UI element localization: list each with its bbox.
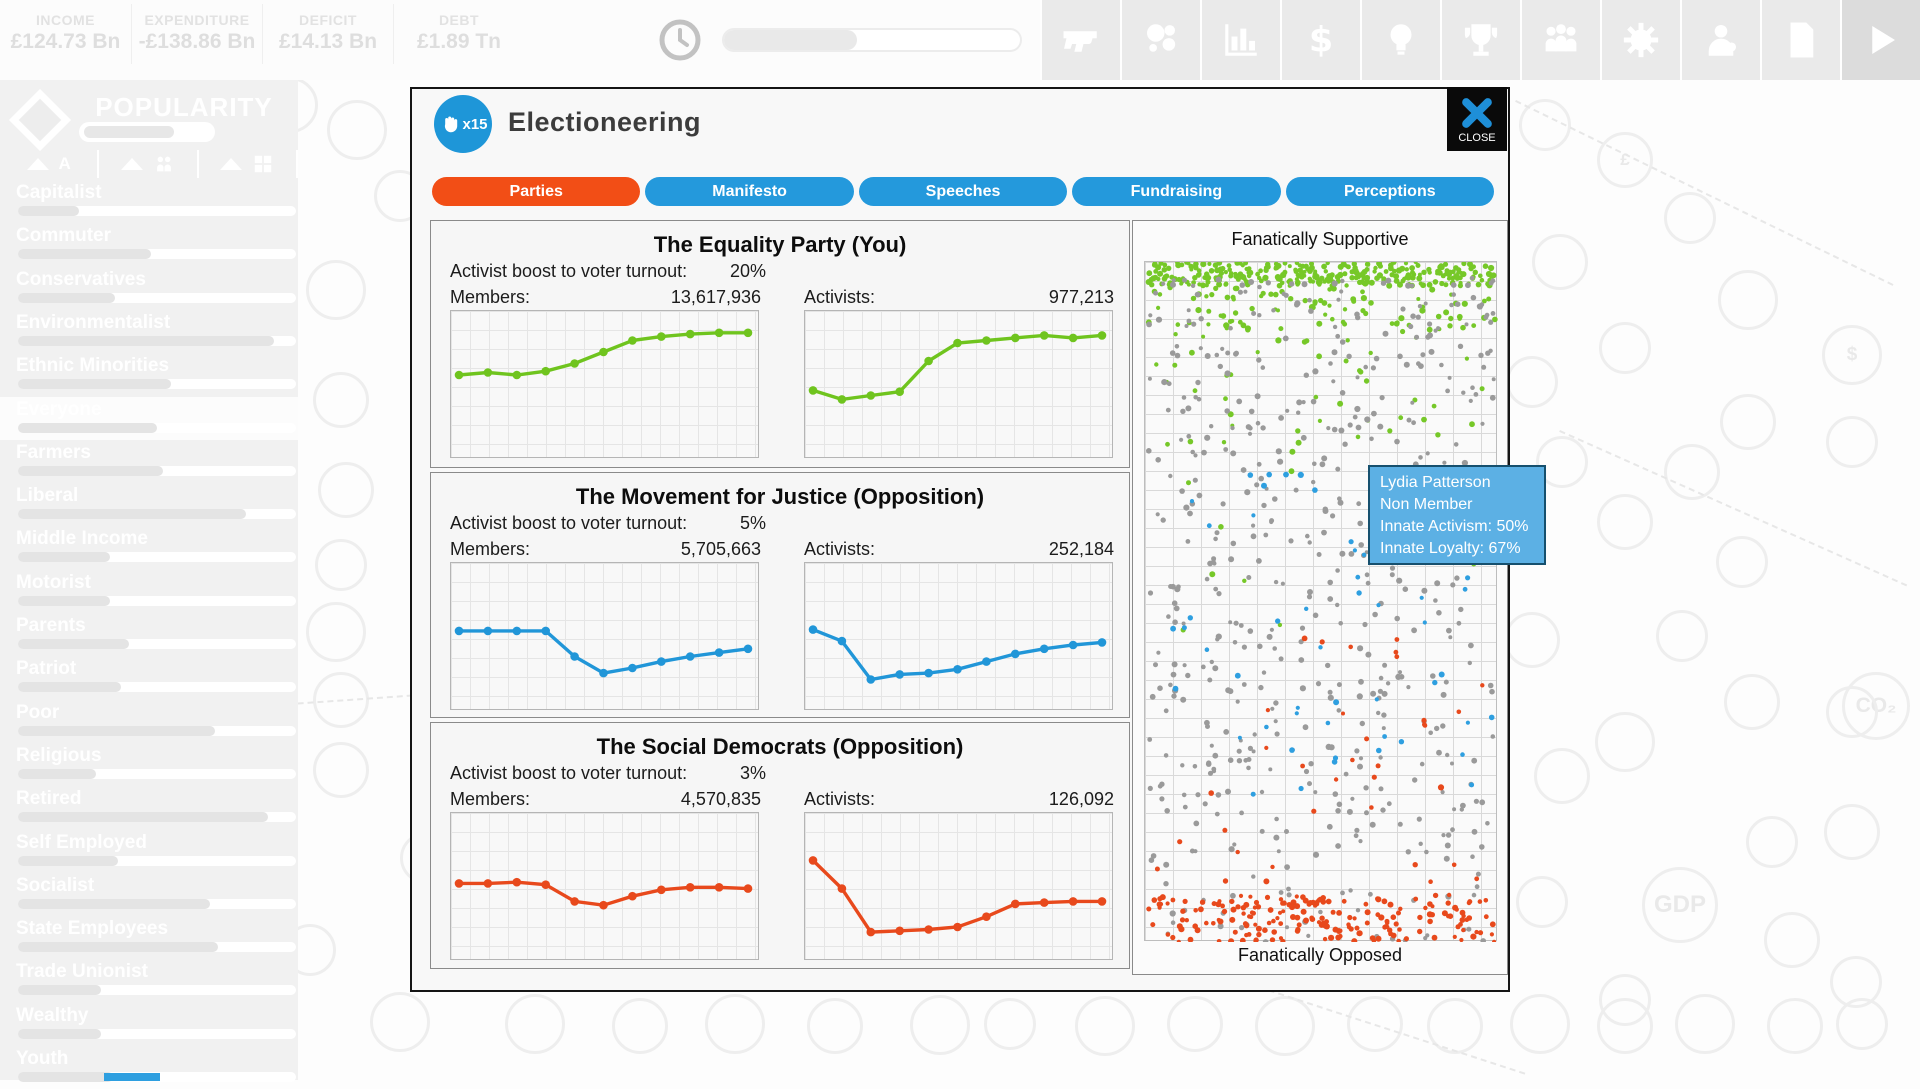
faint-policy-icon — [1716, 536, 1768, 588]
popularity-track — [18, 942, 296, 952]
voter-group-youth[interactable]: Youth — [0, 1046, 298, 1089]
tooltip-line: Non Member — [1380, 494, 1534, 516]
toolbar-bubbles-icon[interactable] — [1120, 0, 1200, 80]
sort-arrow-icon — [220, 158, 242, 170]
top-bar — [0, 0, 1920, 80]
person-badge-icon — [1700, 19, 1742, 61]
members-trend-chart — [450, 812, 759, 960]
popularity-fill — [18, 985, 101, 995]
voter-group-state-employees[interactable]: State Employees — [0, 916, 298, 959]
scatter-top-label: Fanatically Supportive — [1133, 229, 1507, 250]
fanaticism-scatter-panel — [1132, 220, 1508, 975]
popularity-track — [18, 293, 296, 303]
faint-policy-icon — [1506, 356, 1558, 408]
voter-group-middle-income[interactable]: Middle Income — [0, 526, 298, 569]
popularity-track — [18, 423, 296, 433]
badge-multiplier: x15 — [462, 116, 487, 133]
popularity-fill — [18, 596, 110, 606]
faint-policy-icon — [1826, 416, 1878, 468]
tooltip-line: Innate Loyalty: 67% — [1380, 538, 1534, 560]
voter-group-socialist[interactable]: Socialist — [0, 873, 298, 916]
gun-icon — [1060, 19, 1102, 61]
popularity-track — [18, 509, 296, 519]
members-value: 4,570,835 — [581, 789, 761, 810]
faint-policy-icon — [1720, 394, 1776, 450]
boost-label: Activist boost to voter turnout: — [450, 763, 687, 784]
sort-alpha-icon-button[interactable] — [0, 150, 99, 178]
faint-policy-icon — [1664, 444, 1720, 500]
sort-arrow-icon — [121, 158, 143, 170]
activists-label: Activists: — [804, 789, 875, 810]
close-icon — [1459, 95, 1495, 131]
voter-group-trade-unionist[interactable]: Trade Unionist — [0, 959, 298, 1002]
toolbar-dollar-icon[interactable] — [1280, 0, 1360, 80]
activists-trend-chart — [804, 562, 1113, 710]
sort-grid-icon-button[interactable] — [199, 150, 298, 178]
scatter-bottom-label: Fanatically Opposed — [1133, 945, 1507, 966]
popularity-fill — [18, 336, 274, 346]
boost-value: 20% — [611, 261, 766, 282]
popularity-fill — [18, 293, 115, 303]
voter-group-motorist[interactable]: Motorist — [0, 570, 298, 613]
sidebar-sort-bar — [0, 150, 298, 178]
tab-speeches[interactable]: Speeches — [859, 177, 1067, 206]
fist-icon — [438, 112, 462, 136]
popularity-fill — [18, 726, 215, 736]
faint-policy-icon: £ — [1597, 132, 1653, 188]
voter-group-commuter[interactable]: Commuter — [0, 223, 298, 266]
party-name: The Equality Party (You) — [431, 232, 1129, 258]
voter-group-conservatives[interactable]: Conservatives — [0, 267, 298, 310]
popularity-track — [18, 812, 296, 822]
faint-policy-icon — [505, 994, 565, 1054]
popularity-track — [18, 985, 296, 995]
toolbar-lightbulb-icon[interactable] — [1360, 0, 1440, 80]
stat-debt: DEBT £1.89 Tn — [393, 4, 524, 64]
lightbulb-icon — [1380, 19, 1422, 61]
faint-policy-icon — [1516, 876, 1568, 928]
popularity-track — [18, 726, 296, 736]
fiscal-stats-row — [0, 4, 524, 64]
faint-policy-icon: $ — [1822, 325, 1882, 385]
boost-value: 5% — [611, 513, 766, 534]
faint-policy-icon — [1504, 612, 1560, 668]
faint-policy-icon — [327, 100, 387, 160]
faint-policy-icon — [1255, 996, 1315, 1056]
popularity-summary-bar — [79, 122, 215, 142]
voter-group-parents[interactable]: Parents — [0, 613, 298, 656]
voter-group-liberal[interactable]: Liberal — [0, 483, 298, 526]
popularity-fill — [18, 1029, 101, 1039]
rosette-icon — [9, 89, 71, 151]
sort-people-icon — [153, 153, 175, 175]
popularity-track — [18, 379, 296, 389]
document-icon — [1780, 19, 1822, 61]
popularity-track — [18, 1029, 296, 1039]
party-panel-1 — [430, 472, 1130, 718]
turn-progress-fill — [724, 30, 857, 50]
faint-policy-icon — [1718, 270, 1778, 330]
faint-policy-icon — [306, 260, 366, 320]
popularity-fill — [18, 769, 96, 779]
popularity-track — [18, 856, 296, 866]
faint-policy-icon — [612, 998, 668, 1054]
bubbles-icon — [1140, 19, 1182, 61]
faint-policy-icon — [1764, 912, 1820, 968]
voter-group-poor[interactable]: Poor — [0, 700, 298, 743]
tab-row — [432, 177, 1494, 206]
popularity-track — [18, 552, 296, 562]
boost-value: 3% — [611, 763, 766, 784]
popularity-fill — [18, 899, 210, 909]
popularity-fill — [18, 942, 218, 952]
popularity-track — [18, 639, 296, 649]
faint-policy-icon — [1534, 748, 1590, 804]
tab-fundraising[interactable]: Fundraising — [1072, 177, 1280, 206]
close-button[interactable] — [1447, 87, 1507, 151]
faint-policy-icon — [910, 995, 970, 1055]
faint-policy-icon — [370, 992, 430, 1052]
party-panel-2 — [430, 722, 1130, 969]
voter-group-everyone[interactable]: Everyone — [0, 397, 298, 440]
popularity-title: POPULARITY — [88, 92, 280, 123]
popularity-fill — [18, 423, 157, 433]
popularity-track — [18, 682, 296, 692]
faint-policy-icon — [1656, 610, 1708, 662]
play-icon — [1860, 19, 1902, 61]
faint-policy-icon — [1597, 494, 1653, 550]
popularity-track — [18, 466, 296, 476]
popularity-track — [18, 596, 296, 606]
bar-chart-icon — [1220, 19, 1262, 61]
voter-group-ethnic-minorities[interactable]: Ethnic Minorities — [0, 353, 298, 396]
toolbar-gun-icon[interactable] — [1040, 0, 1120, 80]
voter-group-retired[interactable]: Retired — [0, 786, 298, 829]
boost-label: Activist boost to voter turnout: — [450, 513, 687, 534]
stat-expenditure: EXPENDITURE -£138.86 Bn — [131, 4, 262, 64]
faint-policy-icon — [313, 742, 369, 798]
faint-policy-icon — [1510, 994, 1570, 1054]
faint-policy-icon — [1075, 996, 1135, 1056]
faint-policy-icon — [315, 539, 367, 591]
faint-policy-icon — [705, 994, 765, 1054]
faint-policy-icon — [1664, 192, 1716, 244]
popularity-track — [18, 336, 296, 346]
voter-group-religious[interactable]: Religious — [0, 743, 298, 786]
faint-policy-icon — [807, 998, 863, 1054]
popularity-fill — [18, 1072, 113, 1082]
members-value: 5,705,663 — [581, 539, 761, 560]
popularity-sidebar — [0, 80, 298, 1080]
clock-icon[interactable] — [658, 18, 702, 62]
activists-value: 252,184 — [929, 539, 1114, 560]
trophy-icon — [1460, 19, 1502, 61]
faint-policy-icon — [313, 372, 369, 428]
popularity-track — [18, 206, 296, 216]
stat-deficit: DEFICIT £14.13 Bn — [262, 4, 393, 64]
faint-policy-icon — [1599, 974, 1651, 1026]
activists-trend-chart — [804, 310, 1113, 458]
faint-policy-icon — [984, 998, 1036, 1050]
members-label: Members: — [450, 287, 530, 308]
popularity-fill — [18, 509, 246, 519]
members-trend-chart — [450, 310, 759, 458]
faint-policy-icon — [1599, 322, 1651, 374]
faint-policy-icon — [1532, 234, 1588, 290]
electioneering-badge — [434, 95, 492, 153]
popularity-track — [18, 249, 296, 259]
popularity-fill — [18, 812, 268, 822]
voter-group-wealthy[interactable]: Wealthy — [0, 1003, 298, 1046]
faint-policy-icon — [1824, 804, 1880, 860]
popularity-fill — [18, 206, 79, 216]
party-panel-0 — [430, 220, 1130, 468]
toolbar-document-icon[interactable] — [1760, 0, 1840, 80]
toolbar-play-icon[interactable] — [1840, 0, 1920, 80]
tab-perceptions[interactable]: Perceptions — [1286, 177, 1494, 206]
faint-policy-icon — [1167, 996, 1223, 1052]
faint-policy-icon — [1826, 686, 1878, 738]
faint-policy-icon — [1724, 674, 1780, 730]
faint-policy-icon — [1767, 998, 1823, 1054]
activists-value: 977,213 — [929, 287, 1114, 308]
faint-policy-icon — [1675, 994, 1735, 1054]
members-label: Members: — [450, 539, 530, 560]
members-trend-chart — [450, 562, 759, 710]
popularity-fill — [18, 552, 110, 562]
faint-policy-icon — [1830, 956, 1882, 1008]
sort-alpha-icon: A — [59, 154, 71, 174]
tooltip-line: Lydia Patterson — [1380, 472, 1534, 494]
boost-label: Activist boost to voter turnout: — [450, 261, 687, 282]
toolbar-people-icon[interactable] — [1520, 0, 1600, 80]
popularity-fill — [18, 379, 171, 389]
faint-policy-icon: GDP — [1642, 867, 1718, 943]
tab-parties[interactable]: Parties — [432, 177, 640, 206]
party-name: The Movement for Justice (Opposition) — [431, 484, 1129, 510]
main-icon-toolbar — [1040, 0, 1920, 80]
faint-policy-icon — [306, 602, 366, 662]
sort-people-icon-button[interactable] — [99, 150, 198, 178]
sort-arrow-icon — [27, 158, 49, 170]
toolbar-bar-chart-icon[interactable] — [1200, 0, 1280, 80]
faint-policy-icon — [1746, 816, 1798, 868]
tab-manifesto[interactable]: Manifesto — [645, 177, 853, 206]
scatter-plot[interactable] — [1144, 261, 1497, 941]
activists-value: 126,092 — [929, 789, 1114, 810]
voter-group-patriot[interactable]: Patriot — [0, 656, 298, 699]
toolbar-person-badge-icon[interactable] — [1680, 0, 1760, 80]
people-icon — [1540, 19, 1582, 61]
stat-income: INCOME £124.73 Bn — [0, 4, 131, 64]
popularity-fill — [18, 639, 129, 649]
faint-policy-icon: CO₂ — [1842, 672, 1910, 740]
voter-group-self-employed[interactable]: Self Employed — [0, 830, 298, 873]
popularity-fill — [18, 249, 151, 259]
activists-label: Activists: — [804, 287, 875, 308]
popularity-fill — [18, 466, 163, 476]
gear-icon — [1620, 19, 1662, 61]
members-label: Members: — [450, 789, 530, 810]
dollar-icon — [1300, 19, 1342, 61]
party-name: The Social Democrats (Opposition) — [431, 734, 1129, 760]
activists-trend-chart — [804, 812, 1113, 960]
dialog-title: Electioneering — [508, 107, 701, 138]
voter-group-capitalist[interactable]: Capitalist — [0, 180, 298, 223]
popularity-track — [18, 899, 296, 909]
close-label: CLOSE — [1458, 132, 1495, 144]
turn-progress-bar — [722, 28, 1022, 52]
voter-group-farmers[interactable]: Farmers — [0, 440, 298, 483]
popularity-fill — [18, 682, 121, 692]
tooltip-line: Innate Activism: 50% — [1380, 516, 1534, 538]
members-value: 13,617,936 — [581, 287, 761, 308]
popularity-track — [18, 769, 296, 779]
toolbar-gear-icon[interactable] — [1600, 0, 1680, 80]
voter-tooltip — [1368, 465, 1546, 565]
toolbar-trophy-icon[interactable] — [1440, 0, 1520, 80]
activists-label: Activists: — [804, 539, 875, 560]
voter-group-environmentalist[interactable]: Environmentalist — [0, 310, 298, 353]
sort-grid-icon — [252, 153, 274, 175]
faint-policy-icon — [318, 462, 374, 518]
svg-text:$: $ — [1309, 20, 1333, 60]
faint-policy-icon — [1595, 712, 1655, 772]
popularity-fill — [18, 856, 118, 866]
electioneering-dialog — [410, 87, 1510, 992]
